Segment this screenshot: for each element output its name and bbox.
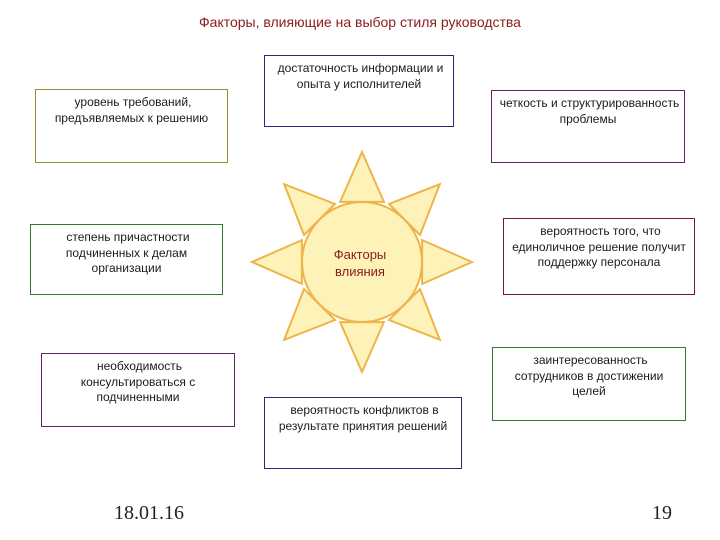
factor-text-top: достаточность информации и опыта у исполнителей [277, 61, 444, 91]
ray-bottom [340, 322, 384, 372]
factor-text-bottom-right: заинтересованность сотрудников в достижении целей [514, 353, 664, 398]
footer-date: 18.01.16 [114, 502, 184, 524]
center-label [310, 246, 410, 280]
factor-text-top-right: четкость и структурированность проблемы [499, 96, 680, 126]
factor-box-top-left [35, 89, 228, 163]
factor-box-bottom-right [492, 347, 686, 421]
page-number: 19 [652, 502, 672, 524]
factor-box-mid-left [30, 224, 223, 295]
ray-left [252, 240, 302, 284]
factor-text-bottom-left: необходимость консультироваться с подчиненными [80, 359, 196, 404]
page-title: Факторы, влияющие на выбор стиля руководства [199, 14, 521, 30]
factor-text-bottom: вероятность конфликтов в результате принятия решений [278, 403, 448, 433]
center-label-line1: Факторы [333, 247, 387, 262]
factor-text-top-left: уровень требований, предъявляемых к решению [54, 95, 209, 125]
factor-text-mid-left: степень причастности подчиненных к делам организации [65, 230, 190, 275]
factor-box-bottom [264, 397, 462, 469]
factor-box-bottom-left [41, 353, 235, 427]
factor-text-mid-right: вероятность того, что единоличное решение получит поддержку персонала [512, 224, 686, 269]
factor-box-top [264, 55, 454, 127]
ray-right [422, 240, 472, 284]
center-label-line2: влияния [335, 264, 385, 279]
factor-box-top-right [491, 90, 685, 163]
factor-box-mid-right [503, 218, 695, 295]
ray-top [340, 152, 384, 202]
